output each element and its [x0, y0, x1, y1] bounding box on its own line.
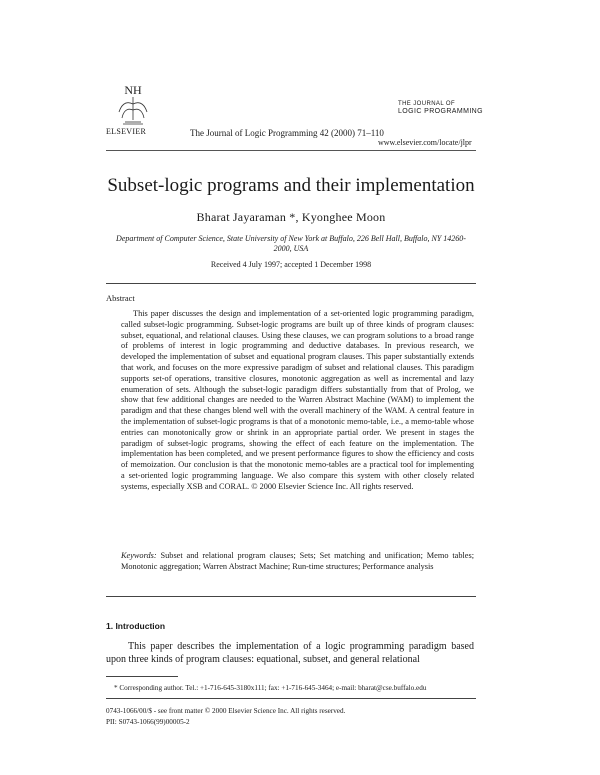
author-affiliation: Department of Computer Science, State University of New York at Buffalo, 226 Bell Hall, Buffalo, NY 14260-2000, USA [116, 234, 466, 253]
journal-url[interactable]: www.elsevier.com/locate/jlpr [378, 138, 472, 147]
received-dates: Received 4 July 1997; accepted 1 December 1998 [210, 260, 372, 269]
publisher-logo-icon [113, 82, 153, 126]
corresponding-author-footnote: * Corresponding author. Tel.: +1-716-645-3180x111; fax: +1-716-645-3464; e-mail: bharat@cse.buffalo.edu [114, 684, 427, 692]
footer-divider [106, 698, 476, 699]
journal-brand-line-2: LOGIC PROGRAMMING [398, 108, 483, 115]
keywords-list: Subset and relational program clauses; Sets; Set matching and unification; Memo tables; Monotonic aggregation; Warren Abstract Machine; Run-time structures; Performance analysis [121, 551, 474, 571]
abstract-heading: Abstract [106, 293, 135, 303]
pii-identifier: PII: S0743-1066(99)00005-2 [106, 718, 190, 726]
abstract-body: This paper discusses the design and implementation of a set-oriented logic programming paradigm, called subset-logic programming. Subset-logic programs are built up of three kinds of program clauses: subset, equational, and relational clauses. Using these clauses, we can program solutions to a broad range of problems of interest in logic programming and deductive databases. In previous research, we developed the implementation of subset and equational program clauses. This paper substantially extends that work, and focuses on the more expressive paradigm of subset and relational clauses. This paradigm supports set-of operations, transitive closures, monotonic aggregation as well as incremental and lazy enumeration of sets. Although the subset-logic paradigm differs substantially from that of Prolog, we show that few additional changes are needed to the Warren Abstract Machine (WAM) to implement the paradigm and that these changes blend well with the overall machinery of the WAM. A central feature in the implementation of subset-logic programs is that of a monotonic memo-table, i.e., a memo-table whose entries can monotonically grow or shrink in an appropriate partial order. We present in stages the paradigm of subset-logic programs, showing the effect of each feature on the implementation. The implementation has been completed, and we present performance figures to show the efficiency and costs of memoization. Our conclusion is that the monotonic memo-tables are a practical tool for implementing a set-oriented logic programming language. We also compare this system with other closely related systems, especially XSB and CORAL. © 2000 Elsevier Science Inc. All rights reserved. [121, 309, 474, 491]
introduction-paragraph: This paper describes the implementation of a logic programming paradigm based upon three kinds of program clauses: equational, subset, and general relational [106, 641, 474, 665]
journal-brand-line-1: THE JOURNAL OF [398, 101, 456, 107]
abstract-bottom-divider [106, 596, 476, 597]
keywords-label: Keywords: [121, 551, 157, 560]
footnote-divider [106, 676, 178, 677]
author-list: Bharat Jayaraman *, Kyonghee Moon [196, 210, 386, 224]
header-divider [106, 150, 476, 151]
section-heading-introduction: 1. Introduction [106, 621, 166, 631]
copyright-notice: 0743-1066/00/$ - see front matter © 2000 Elsevier Science Inc. All rights reserved. [106, 707, 346, 715]
publisher-logo-text: NH [124, 83, 142, 97]
paper-title: Subset-logic programs and their implementation [107, 175, 475, 196]
journal-brand [398, 101, 483, 115]
abstract-top-divider [106, 283, 476, 284]
publisher-name: ELSEVIER [106, 127, 147, 136]
journal-citation: The Journal of Logic Programming 42 (2000) 71–110 [190, 128, 384, 138]
keywords [121, 551, 474, 573]
